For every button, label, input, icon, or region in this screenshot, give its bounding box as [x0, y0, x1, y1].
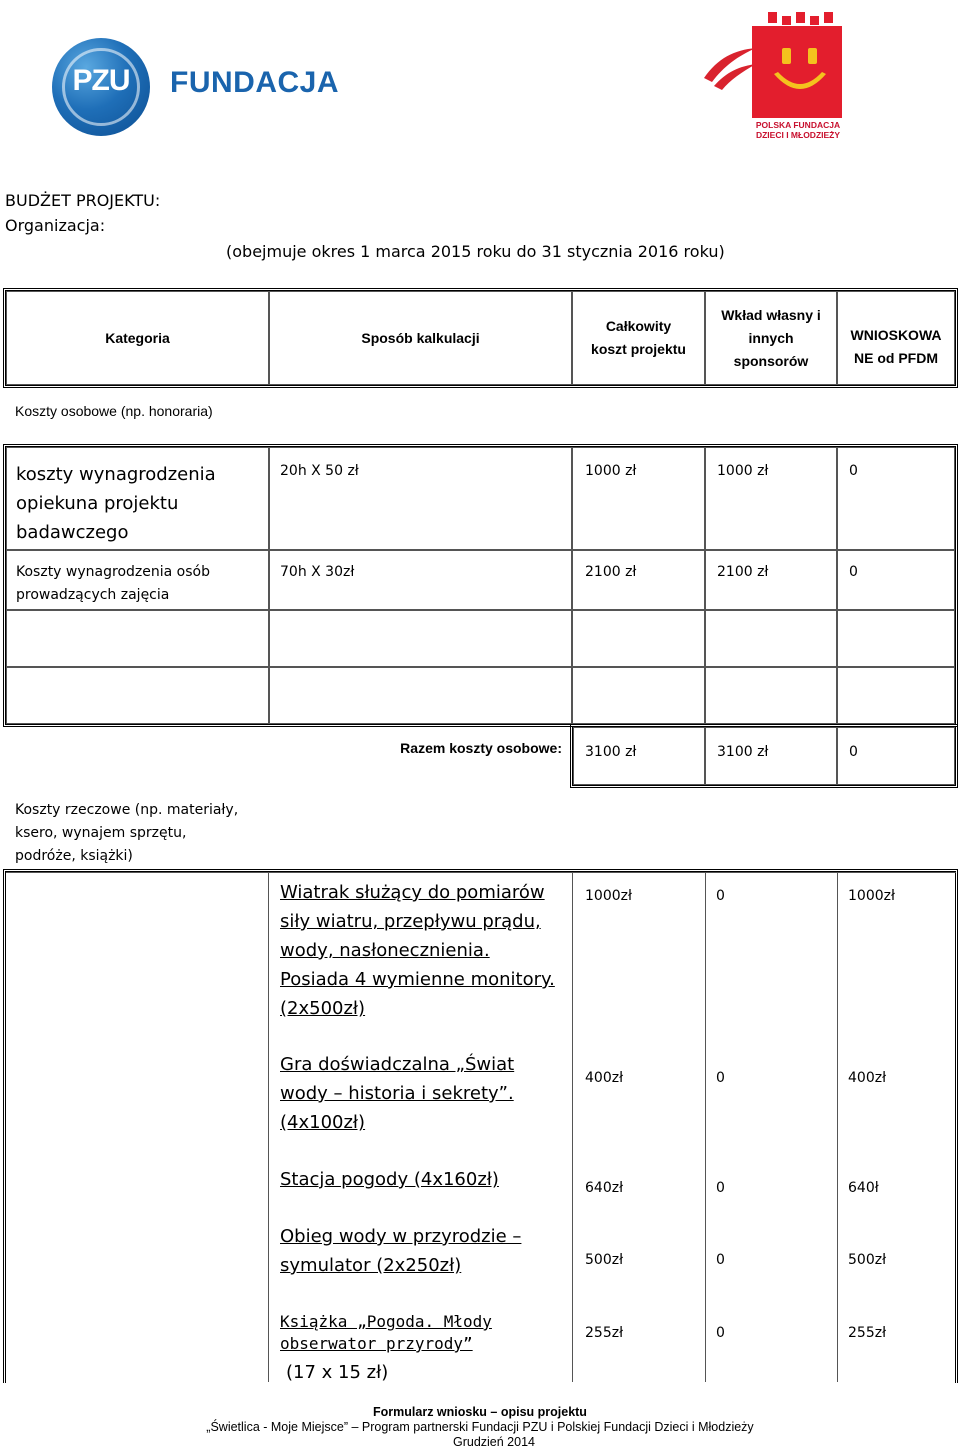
material-item-total: 640zł	[585, 1180, 624, 1196]
pzu-logo-mark: PZU	[72, 64, 130, 97]
empty-cell	[269, 610, 572, 667]
material-item-description: Obieg wody w przyrodzie – symulator (2x250zł)	[280, 1226, 522, 1276]
empty-cell	[572, 610, 705, 667]
table-row-cell: 0	[837, 550, 955, 610]
pfdm-face-icon	[760, 8, 840, 118]
personnel-sum-requested: 0	[837, 727, 955, 785]
table-row-cell: 2100 zł	[705, 550, 837, 610]
personnel-sum-label: Razem koszty osobowe:	[400, 740, 562, 756]
material-item-own: 0	[716, 1325, 725, 1341]
material-item-requested: 500zł	[848, 1252, 887, 1268]
col-method: Sposób kalkulacji	[269, 291, 572, 385]
personnel-sum-own: 3100 zł	[705, 727, 837, 785]
table-row-cell: 0	[837, 447, 955, 550]
column-divider	[572, 872, 573, 1382]
footer-date: Grudzień 2014	[452, 1435, 535, 1449]
material-item-requested: 1000zł	[848, 888, 895, 904]
budget-title: BUDŻET PROJEKTU:	[5, 191, 161, 210]
empty-cell	[705, 667, 837, 724]
table-row-cell: 70h X 30zł	[269, 550, 572, 610]
material-item-requested: 400zł	[848, 1070, 887, 1086]
material-item-own: 0	[716, 1180, 725, 1196]
material-item-own: 0	[716, 888, 725, 904]
material-item-description: Wiatrak służący do pomiarów siły wiatru, przepływu prądu, wody, nasłonecznienia. Posiada 4 wymienne monitory. (2x500zł)	[280, 882, 555, 1019]
empty-cell	[6, 610, 269, 667]
personnel-sum-total: 3100 zł	[573, 727, 705, 785]
footer-form-title: Formularz wniosku – opisu projektu	[373, 1405, 587, 1419]
pfdm-logo-caption: POLSKA FUNDACJA DZIECI I MŁODZIEŻY	[755, 120, 841, 140]
organization-label: Organizacja:	[5, 216, 106, 235]
empty-cell	[269, 667, 572, 724]
empty-cell	[837, 667, 955, 724]
table-row-cell: 1000 zł	[705, 447, 837, 550]
period-note: (obejmuje okres 1 marca 2015 roku do 31 stycznia 2016 roku)	[226, 242, 725, 261]
material-item-requested: 255zł	[848, 1325, 887, 1341]
empty-cell	[572, 667, 705, 724]
column-divider	[705, 872, 706, 1382]
material-item-description: Stacja pogody (4x160zł)	[280, 1169, 499, 1190]
material-item-total: 1000zł	[585, 888, 632, 904]
empty-cell	[705, 610, 837, 667]
row-divider	[6, 872, 956, 873]
pfdm-swoosh-icon	[700, 40, 760, 90]
col-total: Całkowity koszt projektu	[572, 291, 705, 385]
material-section-label: Koszty rzeczowe (np. materiały, ksero, wynajem sprzętu, podróże, książki)	[15, 802, 239, 864]
empty-cell	[837, 610, 955, 667]
table-row-cell: koszty wynagrodzenia opiekuna projektu badawczego	[6, 447, 269, 550]
material-item-total: 500zł	[585, 1252, 624, 1268]
material-item-description: Gra doświadczalna „Świat wody – historia i sekrety”. (4x100zł)	[280, 1054, 515, 1133]
table-row-cell: Koszty wynagrodzenia osób prowadzących zajęcia	[6, 550, 269, 610]
empty-cell	[6, 667, 269, 724]
table-row-cell: 2100 zł	[572, 550, 705, 610]
pzu-fundacja-wordmark: FUNDACJA	[170, 66, 339, 99]
material-item-own: 0	[716, 1070, 725, 1086]
col-own: Wkład własny i innych sponsorów	[705, 291, 837, 385]
table-row-cell: 1000 zł	[572, 447, 705, 550]
material-item-description: Książka „Pogoda. Młody obserwator przyrody”	[280, 1312, 492, 1353]
material-item-requested: 640ł	[848, 1180, 879, 1196]
col-category: Kategoria	[6, 291, 269, 385]
material-item-total: 400zł	[585, 1070, 624, 1086]
material-item-total: 255zł	[585, 1325, 624, 1341]
material-item-quantity: (17 x 15 zł)	[286, 1362, 389, 1383]
personnel-section-label: Koszty osobowe (np. honoraria)	[15, 403, 213, 419]
footer-program-name: „Świetlica - Moje Miejsce” – Program partnerski Fundacji PZU i Polskiej Fundacji Dzieci i Młodzieży	[206, 1420, 754, 1434]
col-requested: WNIOSKOWA NE od PFDM	[837, 291, 955, 385]
table-row-cell: 20h X 50 zł	[269, 447, 572, 550]
material-item-own: 0	[716, 1252, 725, 1268]
column-divider	[268, 872, 269, 1382]
column-divider	[837, 872, 838, 1382]
